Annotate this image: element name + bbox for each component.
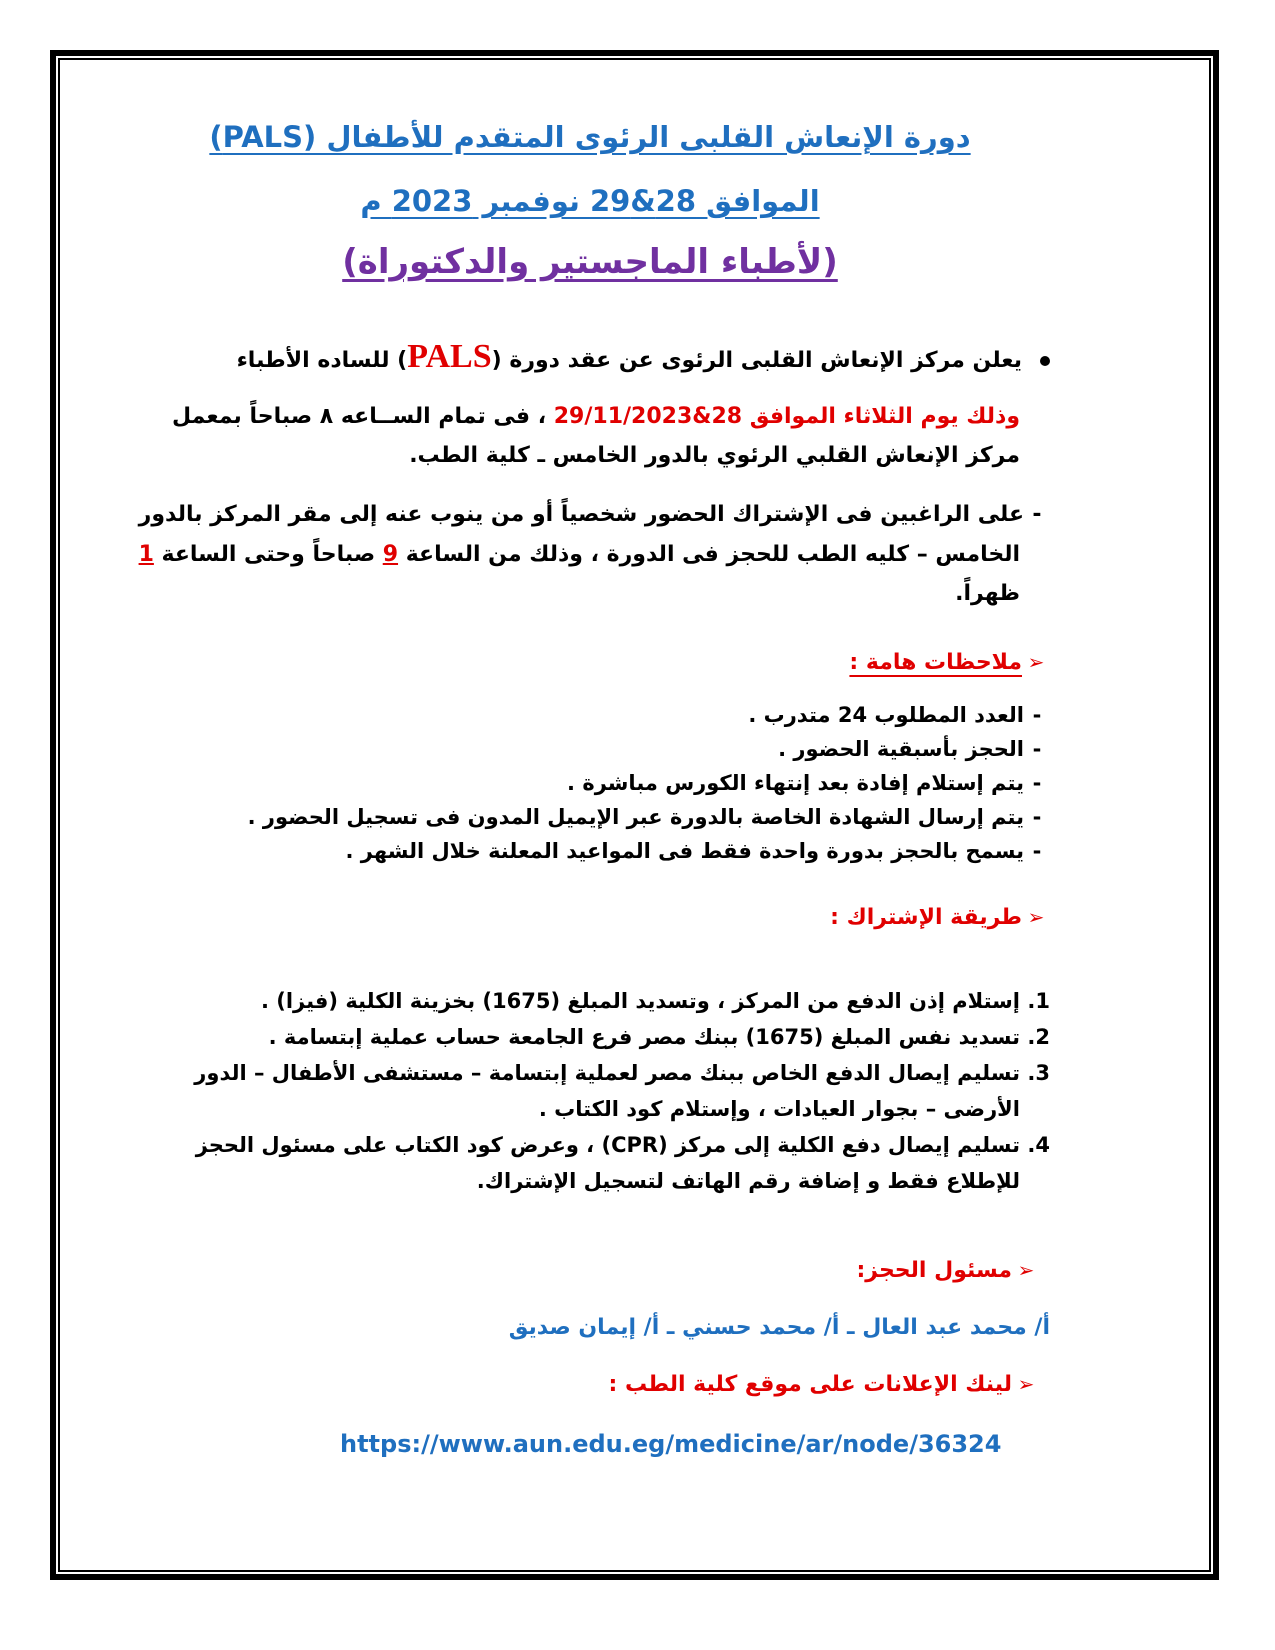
- dash-marker: -: [1032, 839, 1042, 863]
- note-item: -يتم إرسال الشهادة الخاصة بالدورة عبر الإيميل المدون فى تسجيل الحضور .: [248, 800, 1050, 834]
- step-item: 2.تسديد نفس المبلغ (1675) ببنك مصر فرع الجامعة حساب عملية إبتسامة .: [268, 1025, 1050, 1049]
- hour-start: 9: [382, 542, 399, 567]
- dash-marker: -: [1032, 805, 1042, 829]
- announcement-link-heading: [609, 1372, 1040, 1397]
- arrow-bullet-icon: ➢: [1027, 905, 1045, 929]
- announcement-date: وذلك يوم الثلاثاء الموافق 28&29/11/2023: [553, 404, 1020, 429]
- arrow-bullet-icon: ➢: [1017, 1258, 1035, 1282]
- subscription-heading: [830, 905, 1050, 930]
- arrow-bullet-icon: ➢: [1017, 1372, 1035, 1396]
- announcement-line-2: [172, 398, 1020, 436]
- important-notes-list: [248, 698, 1050, 868]
- announcement-url-link[interactable]: https://www.aun.edu.eg/medicine/ar/node/36324: [340, 1430, 1002, 1458]
- note-item: -الحجز بأسبقية الحضور .: [248, 732, 1050, 766]
- note-item: -العدد المطلوب 24 متدرب .: [248, 698, 1050, 732]
- important-notes-heading: [849, 650, 1050, 675]
- hour-end: 1: [138, 542, 154, 567]
- booking-officer-names: أ/ محمد عبد العال ـ أ/ محمد حسني ـ أ/ إيمان صديق: [508, 1315, 1050, 1340]
- step-item: 3.تسليم إيصال الدفع الخاص ببنك مصر لعملية إبتسامة – مستشفى الأطفال – الدور الأرضى – بجوار العيادات ، وإستلام كود الكتاب .: [194, 1061, 1050, 1121]
- announcement-line-1: [237, 338, 1050, 380]
- dash-marker: -: [1032, 737, 1042, 761]
- announcement-text-after: ) للساده الأطباء: [236, 348, 408, 373]
- step-item: 4.تسليم إيصال دفع الكلية إلى مركز (CPR) ، وعرض كود الكتاب على مسئول الحجز للإطلاع فقط و إضافة رقم الهاتف لتسجيل الإشتراك.: [195, 1133, 1050, 1193]
- note-item: -يتم إستلام إفادة بعد إنتهاء الكورس مباشرة .: [248, 766, 1050, 800]
- step-item: 1.إستلام إذن الدفع من المركز ، وتسديد المبلغ (1675) بخزينة الكلية (فيزا) .: [260, 989, 1050, 1013]
- registration-text-1: على الراغبين فى الإشتراك الحضور شخصياً أو من ينوب عنه إلى مقر المركز بالدور: [138, 502, 1024, 527]
- registration-text-2a: الخامس – كليه الطب للحجز فى الدورة ، وذلك من الساعة: [398, 542, 1020, 567]
- announcement-time: ، فى تمام الســاعه ٨ صباحاً بمعمل: [171, 404, 554, 429]
- note-item: -يسمح بالحجز بدورة واحدة فقط فى المواعيد المعلنة خلال الشهر .: [248, 834, 1050, 868]
- announcement-link-title: لينك الإعلانات على موقع كلية الطب :: [608, 1372, 1012, 1397]
- audience-title: (لأطباء الماجستير والدكتوراة): [342, 242, 838, 282]
- course-date-title: الموافق 28&29 نوفمبر 2023 م: [360, 184, 820, 218]
- registration-line-2: [139, 536, 1020, 574]
- subscription-steps: [130, 983, 1050, 1199]
- booking-officer-heading: [856, 1258, 1040, 1283]
- announcement-line-3: مركز الإنعاش القلبي الرئوي بالدور الخامس ـ كلية الطب.: [409, 443, 1020, 468]
- booking-officer-title: مسئول الحجز:: [856, 1258, 1012, 1283]
- bullet-dot-icon: [1040, 356, 1050, 366]
- dash-marker: -: [1032, 771, 1042, 795]
- dash-marker: -: [1032, 703, 1042, 727]
- subscription-title: طريقة الإشتراك :: [830, 905, 1022, 930]
- registration-line-3: ظهراً.: [955, 581, 1020, 606]
- announcement-text-before: يعلن مركز الإنعاش القلبى الرئوى عن عقد دورة (: [491, 348, 1022, 373]
- course-title: دورة الإنعاش القلبى الرئوى المتقدم للأطفال (PALS): [209, 120, 971, 154]
- registration-text-2b: صباحاً وحتى الساعة: [153, 542, 383, 567]
- arrow-bullet-icon: ➢: [1027, 650, 1045, 674]
- pals-highlight: PALS: [407, 338, 492, 375]
- important-notes-title: ملاحظات هامة :: [849, 650, 1022, 675]
- registration-line-1: [139, 496, 1050, 534]
- dash-marker: -: [1032, 502, 1042, 527]
